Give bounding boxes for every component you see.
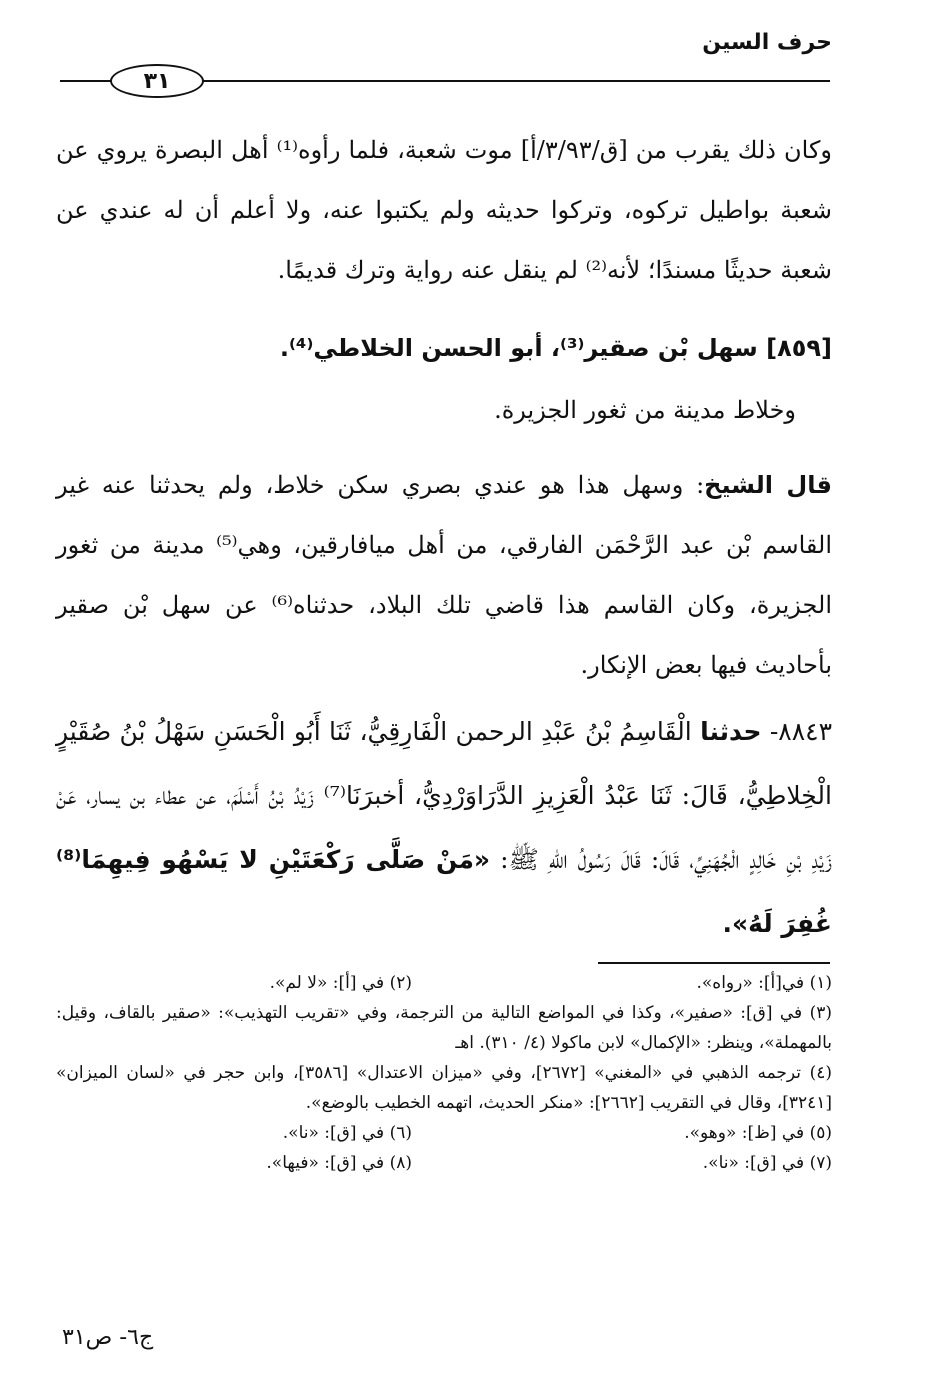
footnote-1: (١) في[أ]: «رواه». [696, 973, 832, 993]
footnote-5: (٥) في [ظ]: «وهو». [684, 1123, 832, 1143]
running-header-title: حرف السين [702, 30, 832, 55]
footnote-row [56, 968, 832, 998]
sheikh-text: : وسهل هذا هو عندي بصري سكن خلاط، ولم يحدثنا عنه غير القاسم بْن عبد الرَّحْمَن الفارقي، من أهل ميافارقين، وهي⁽⁵⁾ مدينة من ثغور الجزيرة، وكان القاسم هذا قاضي تلك البلاد، حدثناه⁽⁶⁾ عن سهل بْن صقير بأحاديث فيها بعض الإنكار. [56, 471, 832, 679]
footnote-4: (٤) ترجمه الذهبي في «المغني» [٢٦٧٢]، وفي «ميزان الاعتدال» [٣٥٨٦]، وابن حجر في «لسان الميزان» [٣٢٤١]، وقال في التقريب [٢٦٦٢]: «منكر الحديث، اتهمه الخطيب بالوضع». [56, 1063, 833, 1113]
hadith-haddathana: حدثنا [700, 717, 762, 746]
footnote-separator [598, 962, 830, 964]
paragraph-sheikh [56, 455, 832, 695]
hadith-isnad: الْقَاسِمُ بْنُ عَبْدِ الرحمن الْفَارِقِيُّ، ثَنَا أَبُو الْحَسَنِ سَهْلُ بْنُ صُقَيْرٍ الْخِلاطِيُّ، قَالَ: ثَنَا عَبْدُ الْعَزِيزِ الدَّرَاوَرْدِيُّ، أخبرَنَا⁽⁷⁾ زَيْدُ بْنُ أَسْلَمَ، عن عطاء بن يسار، عَنْ زَيْدِ بْنِ خَالِدٍ الْجُهَنِيِّ، قَالَ: قَالَ رَسُولُ اللهِ ﷺ: [56, 717, 832, 874]
footnote-row [56, 1148, 832, 1178]
footnote-8: (٨) في [ق]: «فيها». [266, 1153, 412, 1173]
footnote-7: (٧) في [ق]: «نا». [702, 1153, 832, 1173]
footnote-6: (٦) في [ق]: «نا». [282, 1123, 412, 1143]
footnote-row [56, 1118, 832, 1148]
footnote-3: (٣) في [ق]: «صفير»، وكذا في المواضع التالية من الترجمة، وفي «تقريب التهذيب»: «صقير بالقاف، وقيل: بالمهملة»، وينظر: «الإكمال» لابن ماكولا (٤/ ٣١٠). اهـ [56, 1003, 832, 1053]
footnotes [56, 968, 832, 1178]
paragraph-intro: وكان ذلك يقرب من [ق/٣/٩٣/أ] موت شعبة، فلما رأوه⁽¹⁾ أهل البصرة يروي عن شعبة بواطيل تركوه، وتركوا حديثه ولم يكتبوا عنه، ولا أعلم أن له عندي عن شعبة حديثًا مسندًا؛ لأنه⁽²⁾ لم ينقل عنه رواية وترك قديمًا. [56, 136, 832, 284]
footnote-2: (٢) في [أ]: «لا لم». [269, 973, 412, 993]
hadith-number: ٨٨٤٣- [769, 717, 833, 746]
sheikh-label: قال الشيخ [704, 471, 832, 499]
paragraph-khilat: وخلاط مدينة من ثغور الجزيرة. [494, 396, 796, 424]
volume-page-reference: ج٦- ص٣١ [62, 1325, 154, 1350]
hadith-block [56, 700, 832, 956]
hadith-matn: «مَنْ صَلَّى رَكْعَتَيْنِ لا يَسْهُو فِيهِمَا⁽⁸⁾ غُفِرَ لَهُ». [56, 845, 832, 938]
entry-heading: [٨٥٩] سهل بْن صقير⁽³⁾، أبو الحسن الخلاطي⁽⁴⁾. [279, 334, 832, 362]
page-number-badge: ٣١ [110, 64, 204, 98]
